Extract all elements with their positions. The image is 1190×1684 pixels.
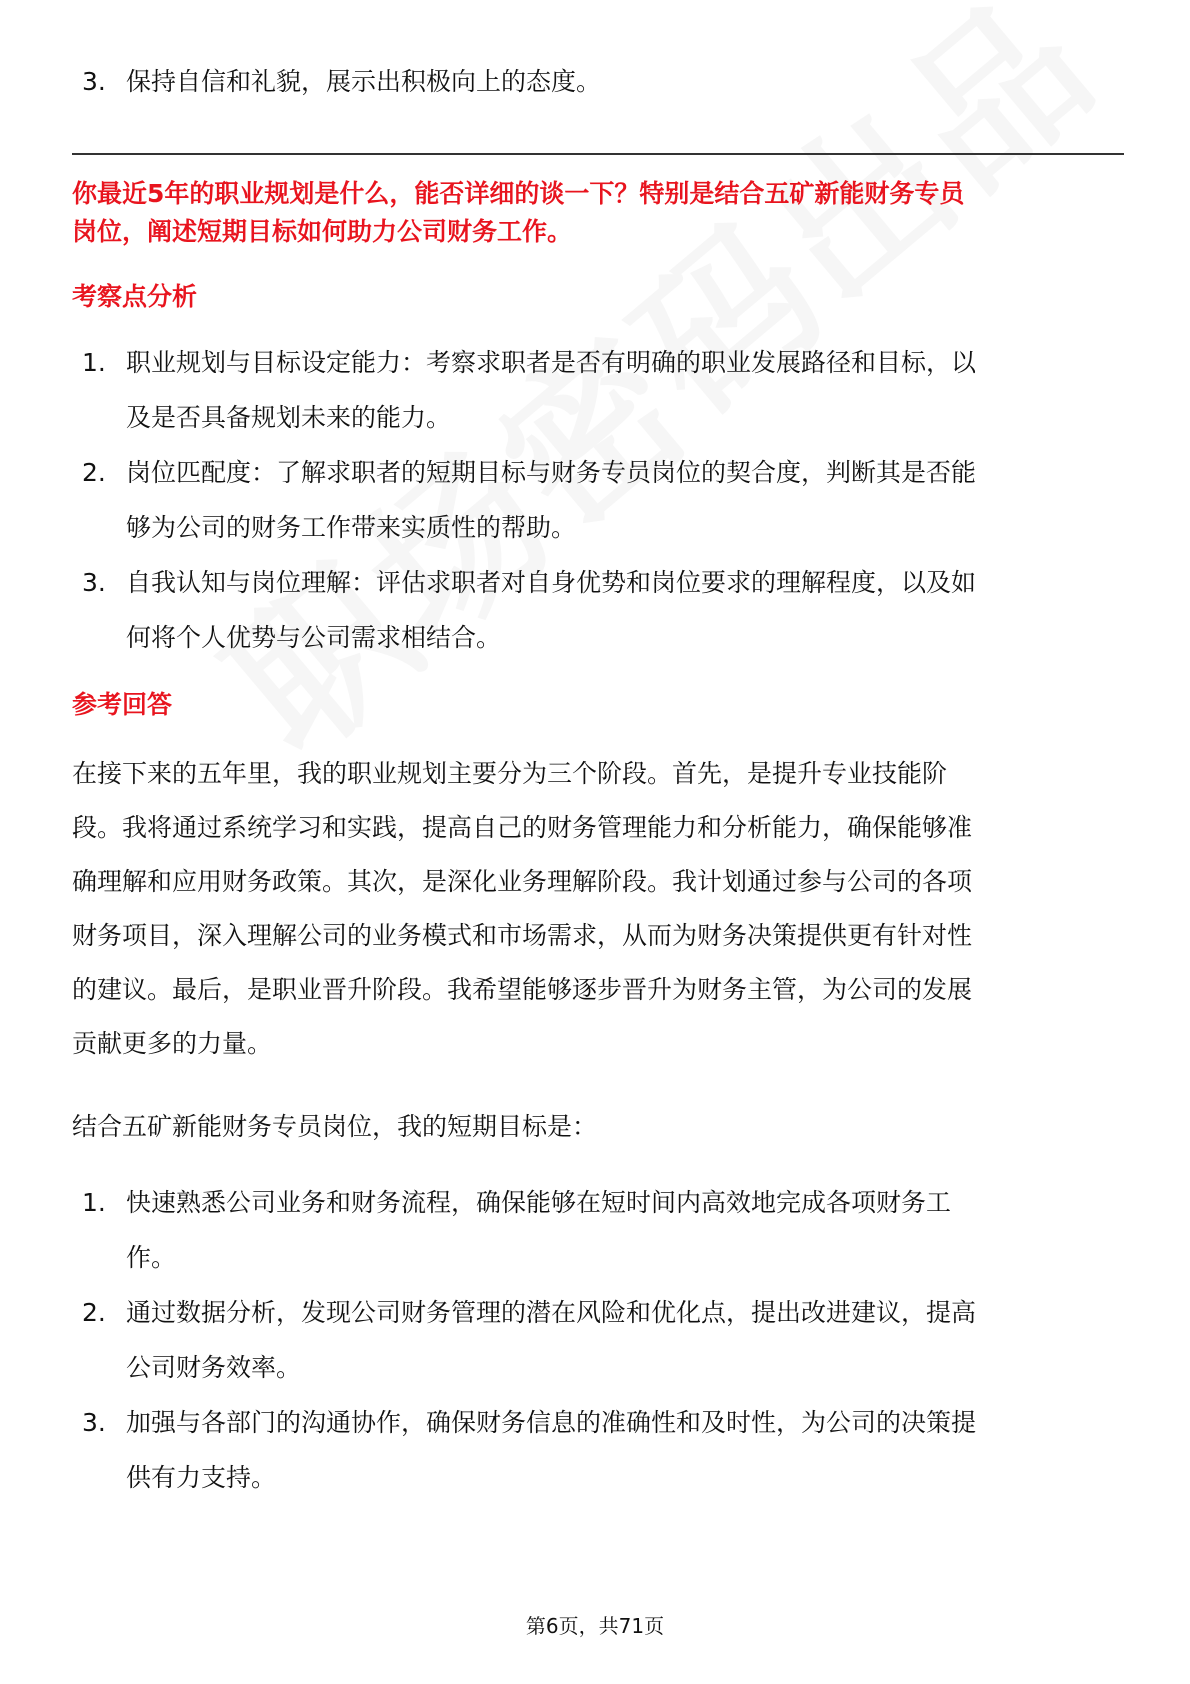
section-divider <box>72 153 1124 155</box>
list-item-number: 1. <box>82 348 106 377</box>
list-item-number: 3. <box>82 568 106 597</box>
list-item <box>72 1175 1124 1285</box>
goals-intro: 结合五矿新能财务专员岗位，我的短期目标是： <box>72 1112 598 1141</box>
list-item-number: 2. <box>82 458 106 487</box>
paragraph-line: 在接下来的五年里，我的职业规划主要分为三个阶段。首先，是提升专业技能阶 <box>72 759 948 788</box>
question-line: 岗位，阐述短期目标如何助力公司财务工作。 <box>72 217 573 246</box>
list-item-number: 1. <box>82 1188 106 1217</box>
list-item-line: 岗位匹配度：了解求职者的短期目标与财务专员岗位的契合度，判断其是否能 <box>126 458 977 487</box>
paragraph-line: 的建议。最后，是职业晋升阶段。我希望能够逐步晋升为财务主管，为公司的发展 <box>72 975 973 1004</box>
paragraph-line: 确理解和应用财务政策。其次，是深化业务理解阶段。我计划通过参与公司的各项 <box>72 867 973 896</box>
analysis-list <box>72 335 1124 665</box>
list-item-number: 3. <box>82 67 106 96</box>
paragraph-line: 财务项目，深入理解公司的业务模式和市场需求，从而为财务决策提供更有针对性 <box>72 921 973 950</box>
answer-heading: 参考回答 <box>72 690 173 719</box>
list-item-line: 及是否具备规划未来的能力。 <box>126 403 452 432</box>
list-item-line: 通过数据分析，发现公司财务管理的潜在风险和优化点，提出改进建议，提高 <box>126 1298 977 1327</box>
top-list <box>72 54 1124 109</box>
list-item-number: 3. <box>82 1408 106 1437</box>
page-content <box>72 54 1124 1505</box>
question-title <box>72 175 1124 251</box>
goals-list <box>72 1175 1124 1505</box>
list-item-line: 公司财务效率。 <box>126 1353 302 1382</box>
list-item <box>72 1395 1124 1505</box>
list-item-line: 自我认知与岗位理解：评估求职者对自身优势和岗位要求的理解程度，以及如 <box>126 568 977 597</box>
list-item-line: 供有力支持。 <box>126 1463 277 1492</box>
paragraph-line: 贡献更多的力量。 <box>72 1029 273 1058</box>
list-item-line: 职业规划与目标设定能力：考察求职者是否有明确的职业发展路径和目标，以 <box>126 348 977 377</box>
list-item <box>72 445 1124 555</box>
list-item <box>72 555 1124 665</box>
list-item <box>72 335 1124 445</box>
analysis-heading: 考察点分析 <box>72 282 198 311</box>
list-item <box>72 1285 1124 1395</box>
list-item-line: 作。 <box>126 1243 177 1272</box>
list-item-text: 保持自信和礼貌，展示出积极向上的态度。 <box>126 67 602 96</box>
question-line: 你最近5年的职业规划是什么，能否详细的谈一下？特别是结合五矿新能财务专员 <box>72 179 965 208</box>
list-item-line: 够为公司的财务工作带来实质性的帮助。 <box>126 513 577 542</box>
list-item-number: 2. <box>82 1298 106 1327</box>
list-item-line: 何将个人优势与公司需求相结合。 <box>126 623 502 652</box>
paragraph-line: 段。我将通过系统学习和实践，提高自己的财务管理能力和分析能力，确保能够准 <box>72 813 973 842</box>
page-number-footer: 第6页，共71页 <box>525 1614 665 1638</box>
answer-paragraph <box>72 747 1124 1071</box>
list-item <box>72 54 1124 109</box>
list-item-line: 快速熟悉公司业务和财务流程，确保能够在短时间内高效地完成各项财务工 <box>126 1188 952 1217</box>
list-item-line: 加强与各部门的沟通协作，确保财务信息的准确性和及时性，为公司的决策提 <box>126 1408 977 1437</box>
